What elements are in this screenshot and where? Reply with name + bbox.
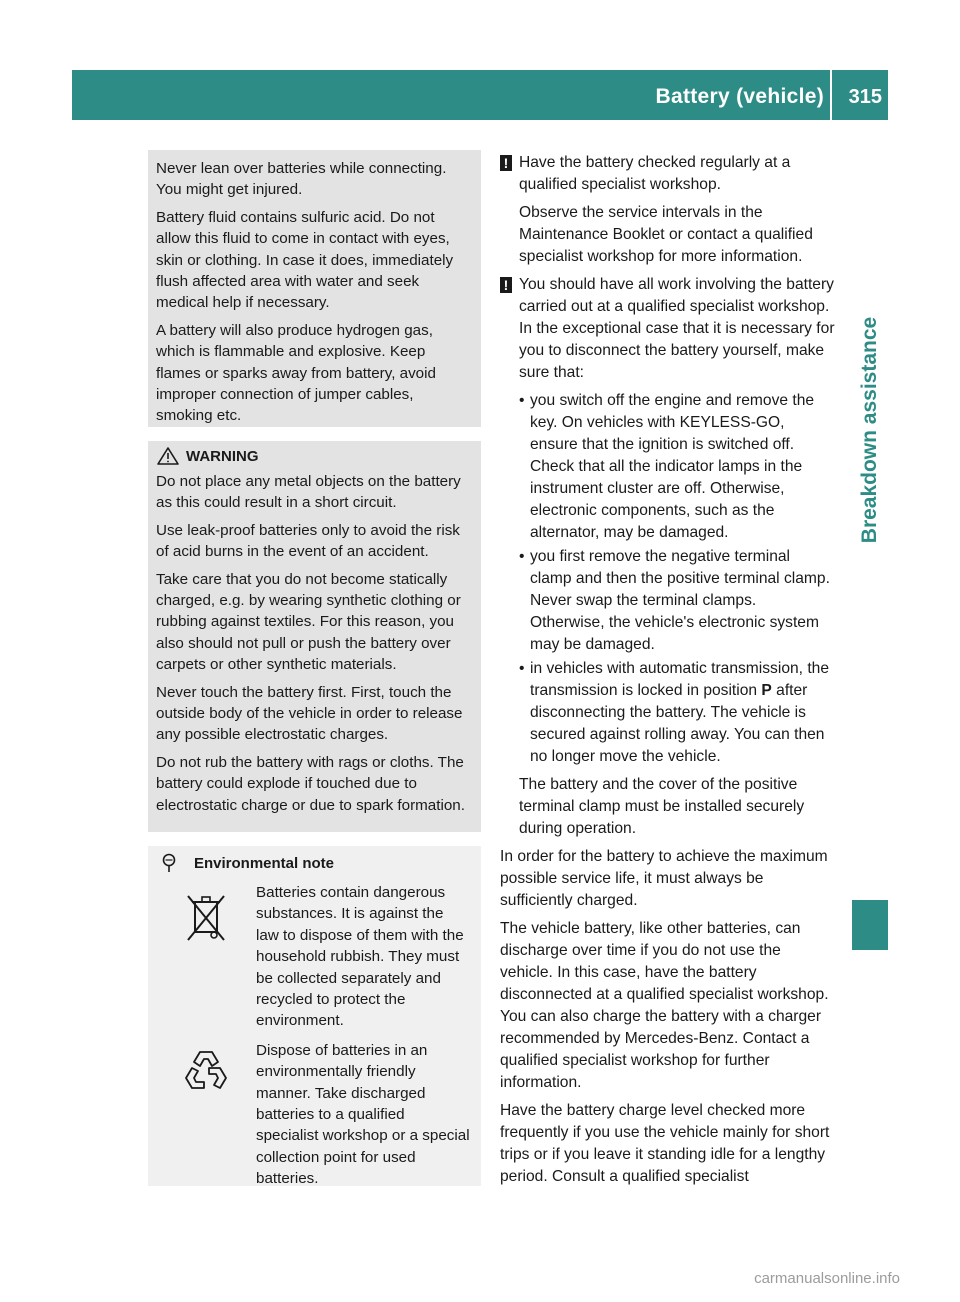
note-text: Have the battery checked regularly at a qualified specialist workshop.: [519, 154, 791, 193]
body-paragraph: In order for the battery to achieve the maximum possible service life, it must always be sufficiently charged.: [500, 848, 828, 909]
note-paragraph: The battery and the cover of the positive terminal clamp must be installed securely during operation.: [519, 776, 805, 837]
note-paragraph: Observe the service intervals in the Maintenance Booklet or contact a qualified specialist workshop for more information.: [519, 204, 813, 265]
list-item-text: after disconnecting the battery. The vehicle is secured against rolling away. You can then no longer move the vehicle.: [530, 682, 825, 765]
bullet-list: [519, 390, 835, 768]
warning-paragraph: Use leak-proof batteries only to avoid the risk of acid burns in the event of an accident.: [156, 521, 460, 561]
environmental-note-title: Environmental note: [194, 854, 335, 872]
caution-mark-icon: !: [500, 277, 512, 293]
warning-triangle-icon: [156, 446, 180, 466]
danger-paragraph: Never lean over batteries while connecting. You might get injured.: [156, 160, 447, 199]
crossed-bin-icon: [183, 888, 229, 1032]
environmental-note-box: [148, 846, 481, 1186]
body-paragraph: Have the battery charge level checked more frequently if you use the vehicle mainly for short trips or if you leave it standing idle for a lengthy period. Consult a qualified specialist: [500, 1102, 830, 1185]
warning-title: WARNING: [186, 447, 259, 465]
caution-mark-icon: !: [500, 155, 512, 171]
environmental-item: [156, 882, 473, 1032]
list-item: [519, 658, 835, 768]
note-paragraph: [500, 274, 835, 384]
right-column: [500, 152, 835, 1194]
warning-box: [148, 441, 481, 832]
watermark: carmanualsonline.info: [754, 1270, 900, 1287]
page-title: Battery (vehicle): [655, 85, 824, 108]
warning-paragraph: Take care that you do not become statically charged, e.g. by wearing synthetic clothing or rubbing against textiles. For this reason, you also should not pull or push the battery over carpets or other synthetic materials.: [156, 570, 461, 674]
environmental-item: [156, 1040, 473, 1190]
environment-note-icon: [158, 852, 180, 874]
gear-position: P: [761, 682, 772, 699]
note-text: You should have all work involving the battery carried out at a qualified specialist workshop. In the exceptional case that it is necessary for you to disconnect the battery yourself, make sure that:: [519, 276, 835, 381]
warning-paragraph: Do not rub the battery with rags or cloths. The battery could explode if touched due to electrostatic charge or due to spark formation.: [156, 753, 465, 814]
warning-paragraph: Do not place any metal objects on the battery as this could result in a short circuit.: [156, 473, 461, 512]
warning-heading: [156, 445, 473, 467]
page-number: 315: [848, 86, 882, 108]
danger-paragraph: Battery fluid contains sulfuric acid. Do not allow this fluid to come in contact with eyes, skin or clothing. In case it does, immediately flush affected area with water and seek medical help if necessary.: [156, 208, 454, 312]
environmental-item-text: Batteries contain dangerous substances. It is against the law to dispose of them with the household rubbish. They must be collected separately and recycled to protect the environment.: [256, 884, 464, 1030]
warning-paragraph: Never touch the battery first. First, touch the outside body of the vehicle in order to release any possible electrostatic charges.: [156, 683, 463, 744]
list-item-text: in vehicles with automatic transmission, the transmission is locked in position: [530, 660, 830, 699]
list-item: • you first remove the negative terminal clamp and then the positive terminal clamp. Never swap the terminal clamps. Otherwise, the vehicle's electronic system may be damaged.: [519, 546, 835, 656]
header-divider: [830, 70, 832, 120]
danger-box: [148, 150, 481, 427]
environmental-note-heading: [156, 850, 473, 876]
note-paragraph: [500, 152, 835, 196]
list-item: • you switch off the engine and remove the key. On vehicles with KEYLESS-GO, ensure that the ignition is switched off. Check that all the indicator lamps in the instrument cluster are off. Otherwise, electronic components, such as the alternator, may be damaged.: [519, 390, 835, 544]
section-tab-marker: [852, 900, 888, 950]
danger-paragraph: A battery will also produce hydrogen gas, which is flammable and explosive. Keep flames or sparks away from battery, avoid improper connection of jumper cables, smoking etc.: [156, 321, 436, 425]
body-paragraph: The vehicle battery, like other batteries, can discharge over time if you do not use the vehicle. In this case, have the battery disconnected at a qualified specialist workshop. You can also charge the battery with a charger recommended by Mercedes-Benz. Contact a qualified specialist workshop for further information.: [500, 920, 829, 1091]
recycle-icon: [178, 1046, 234, 1190]
header-bar: [72, 70, 888, 120]
section-tab-label: Breakdown assistance: [858, 316, 881, 544]
environmental-item-text: Dispose of batteries in an environmentally friendly manner. Take discharged batteries to a qualified specialist workshop or a special collection point for used batteries.: [256, 1041, 470, 1188]
